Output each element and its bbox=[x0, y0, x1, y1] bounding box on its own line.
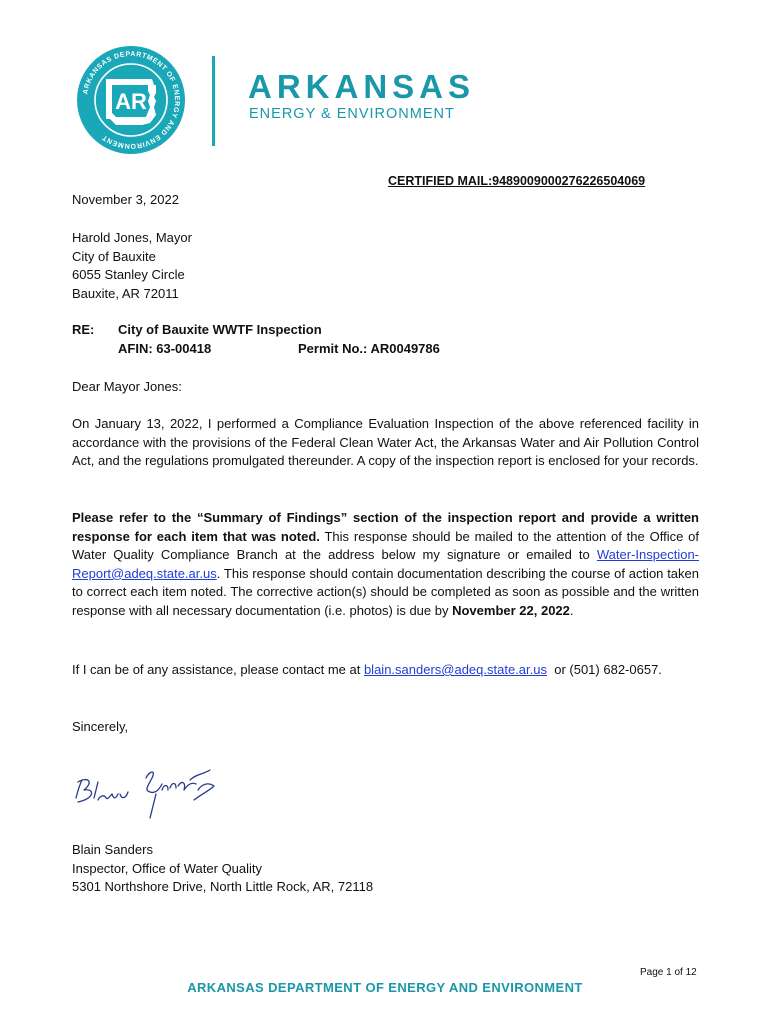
recipient-organization: City of Bauxite bbox=[72, 248, 156, 264]
recipient-name: Harold Jones, Mayor bbox=[72, 230, 192, 245]
inspector-email-link[interactable]: blain.sanders@adeq.state.ar.us bbox=[363, 662, 547, 677]
page-number: Page 1 of 12 bbox=[640, 967, 697, 978]
brand-subtitle: ENERGY & ENVIRONMENT bbox=[249, 106, 455, 122]
letter-date: November 3, 2022 bbox=[72, 192, 179, 207]
signer-title: Inspector, Office of Water Quality bbox=[72, 860, 263, 876]
recipient-address bbox=[72, 229, 192, 303]
handwritten-signature bbox=[64, 760, 224, 820]
paragraph-findings bbox=[72, 509, 699, 621]
footer-agency-name: ARKANSAS DEPARTMENT OF ENERGY AND ENVIRONMENT bbox=[187, 980, 583, 995]
certified-mail-number: CERTIFIED MAIL:9489009000276226504069 bbox=[388, 174, 646, 188]
contact-text-a: If I can be of any assistance, please contact me at bbox=[72, 662, 364, 677]
salutation: Dear Mayor Jones: bbox=[72, 379, 182, 394]
findings-text-c: . bbox=[569, 602, 574, 618]
header-divider bbox=[212, 56, 215, 146]
paragraph-contact bbox=[72, 661, 699, 680]
signature-block bbox=[72, 841, 373, 897]
signer-name: Blain Sanders bbox=[72, 842, 153, 857]
re-subject: City of Bauxite WWTF Inspection bbox=[118, 322, 322, 337]
due-date: November 22, 2022 bbox=[452, 602, 570, 618]
signer-address: 5301 Northshore Drive, North Little Rock, AR, 72118 bbox=[72, 879, 374, 894]
re-afin: AFIN: 63-00418 bbox=[118, 341, 212, 356]
contact-text-b: or (501) 682-0657. bbox=[547, 662, 662, 677]
findings-text-a: This response should be mailed to the attention of the Office of Water Quality Compliance Branch at the address below my signature or emailed to bbox=[72, 528, 699, 563]
svg-text:AR: AR bbox=[115, 89, 147, 114]
svg-text:ARKANSAS DEPARTMENT OF ENERGY: ARKANSAS DEPARTMENT OF ENERGY AND ENVIRONMENT bbox=[82, 50, 181, 150]
brand-title: ARKANSAS bbox=[248, 68, 476, 105]
findings-bold-lead: Please refer to the “Summary of Findings” section of the inspection report and provide a written response for each item that was noted. bbox=[72, 510, 699, 544]
recipient-street: 6055 Stanley Circle bbox=[72, 267, 185, 282]
findings-text-b: . This response should contain documentation describing the course of action taken to correct each item noted. The corrective action(s) should be completed as soon as possible and the written response with all necessary documentation (i.e. photos) is due by bbox=[72, 565, 699, 618]
re-permit: Permit No.: AR0049786 bbox=[298, 341, 440, 356]
recipient-city: Bauxite, AR 72011 bbox=[72, 285, 179, 301]
report-email-link[interactable]: Water-Inspection-Report@adeq.state.ar.us bbox=[72, 547, 699, 581]
paragraph-inspection: On January 13, 2022, I performed a Compliance Evaluation Inspection of the above referenced facility in accordance with the provisions of the Federal Clean Water Act, the Arkansas Water and Air Pollution Control Act, and the regulations promulgated thereunder. A copy of the inspection report is enclosed for your records. bbox=[72, 416, 699, 469]
re-label: RE: bbox=[72, 322, 95, 337]
closing: Sincerely, bbox=[72, 719, 129, 734]
agency-seal-logo bbox=[76, 45, 186, 155]
